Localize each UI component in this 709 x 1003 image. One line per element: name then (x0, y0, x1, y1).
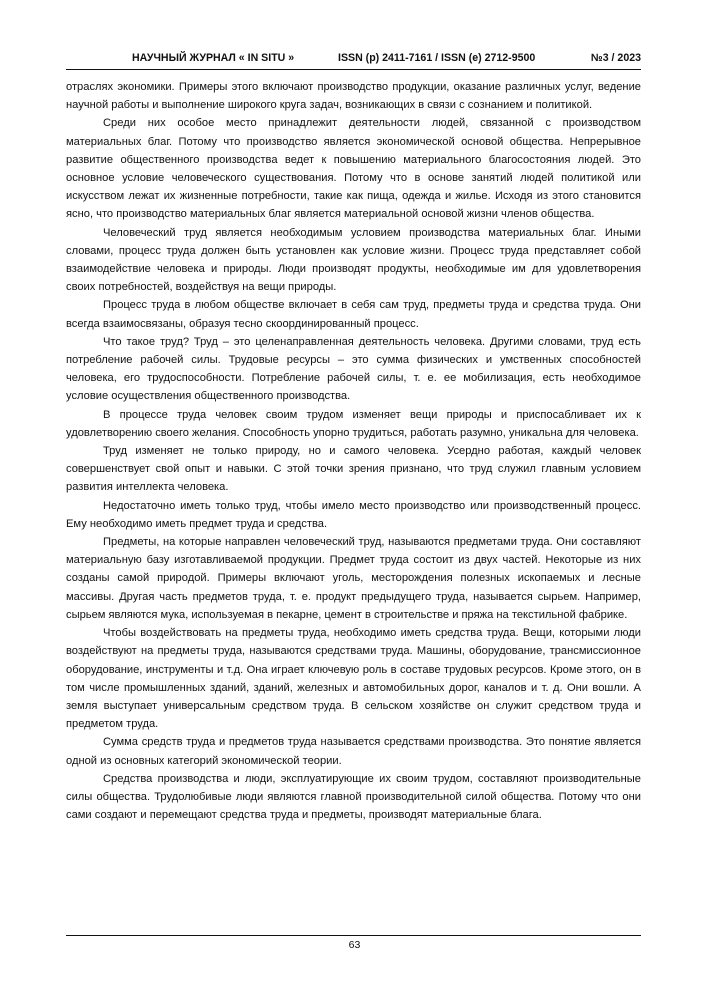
paragraph: Предметы, на которые направлен человеческий труд, называются предметами труда. Они составляют материальную базу изготавливаемой продукции. Предмет труда состоит из двух частей. Некоторые из них созданы самой природой. Примеры включают уголь, месторождения полезных ископаемых и лесные массивы. Другая часть предметов труда, т. е. продукт предыдущего труда, называется сырьем. Например, сырьем являются мука, используемая в пекарне, цемент в строительстве и пряжа на текстильной фабрике. (66, 536, 641, 621)
paragraph: Средства производства и люди, эксплуатирующие их своим трудом, составляют производительные силы общества. Трудолюбивые люди являются главной производительной силой общества. Потому что они сами создают и перемещают средства труда и предметы, производят материальные блага. (66, 772, 641, 822)
paragraph: отраслях экономики. Примеры этого включают производство продукции, оказание различных услуг, ведение научной работы и выполнение широкого круга задач, возникающих в связи с сознанием и политикой. (66, 81, 641, 112)
paragraph: Чтобы воздействовать на предметы труда, необходимо иметь средства труда. Вещи, которыми люди воздействуют на предметы труда, называются средствами труда. Машины, оборудование, трансмиссионное оборудование, инструменты и т.д. Она играет ключевую роль в составе трудовых ресурсов. Кроме этого, он в том числе промышленных зданий, зданий, железных и автомобильных дорог, каналов и т. д. Они вошли. А земля выступает универсальным средством труда. В сельском хозяйстве он служит средством труда и предметом труда. (66, 627, 641, 731)
issn-line: ISSN (p) 2411-7161 / ISSN (e) 2712-9500 (338, 52, 536, 64)
article-body (66, 78, 641, 824)
running-header (66, 52, 641, 66)
page-number: 63 (348, 939, 361, 951)
journal-title: НАУЧНЫЙ ЖУРНАЛ « IN SITU » (132, 52, 295, 64)
paragraph: Человеческий труд является необходимым условием производства материальных благ. Иными словами, процесс труда должен быть установлен как условие жизни. Процесс труда представляет собой взаимодействие человека и природы. Люди производят продукты, необходимые им для удовлетворения своих потребностей, воздействуя на вещи природы. (66, 226, 641, 294)
header-rule (66, 69, 641, 70)
footer-rule (66, 935, 641, 936)
paragraph: Среди них особое место принадлежит деятельности людей, связанной с производством материальных благ. Потому что производство является экономической основой общества. Непрерывное развитие общественного производства ведет к повышению материального благосостояния людей. Это основное условие человеческого существования. Потому что в основе занятий людей политикой или искусством лежат их жизненные потребности, такие как пища, одежда и жилье. Исходя из этого становится ясно, что производство материальных благ является материальной основой жизни членов общества. (66, 117, 641, 221)
paragraph: Процесс труда в любом обществе включает в себя сам труд, предметы труда и средства труда. Они всегда взаимосвязаны, образуя тесно скоординированный процесс. (66, 299, 641, 330)
paragraph: Что такое труд? Труд – это целенаправленная деятельность человека. Другими словами, труд есть потребление рабочей силы. Трудовые ресурсы – это сумма физических и умственных способностей человека, его трудоспособности. Потребление рабочей силы, т. е. ее мобилизация, есть необходимое условие осуществления общественного производства. (66, 335, 641, 403)
paragraph: Сумма средств труда и предметов труда называется средствами производства. Это понятие является одной из основных категорий экономической теории. (66, 736, 641, 767)
paragraph: В процессе труда человек своим трудом изменяет вещи природы и приспосабливает их к удовлетворению своего желания. Способность упорно трудиться, работать разумно, уникальна для человека. (66, 408, 641, 439)
paragraph: Недостаточно иметь только труд, чтобы имело место производство или производственный процесс. Ему необходимо иметь предмет труда и средства. (66, 499, 641, 530)
paragraph: Труд изменяет не только природу, но и самого человека. Усердно работая, каждый человек совершенствует свой опыт и навыки. С этой точки зрения признано, что труд служил главным условием развития интеллекта человека. (66, 445, 641, 494)
issue-number: №3 / 2023 (590, 52, 641, 64)
